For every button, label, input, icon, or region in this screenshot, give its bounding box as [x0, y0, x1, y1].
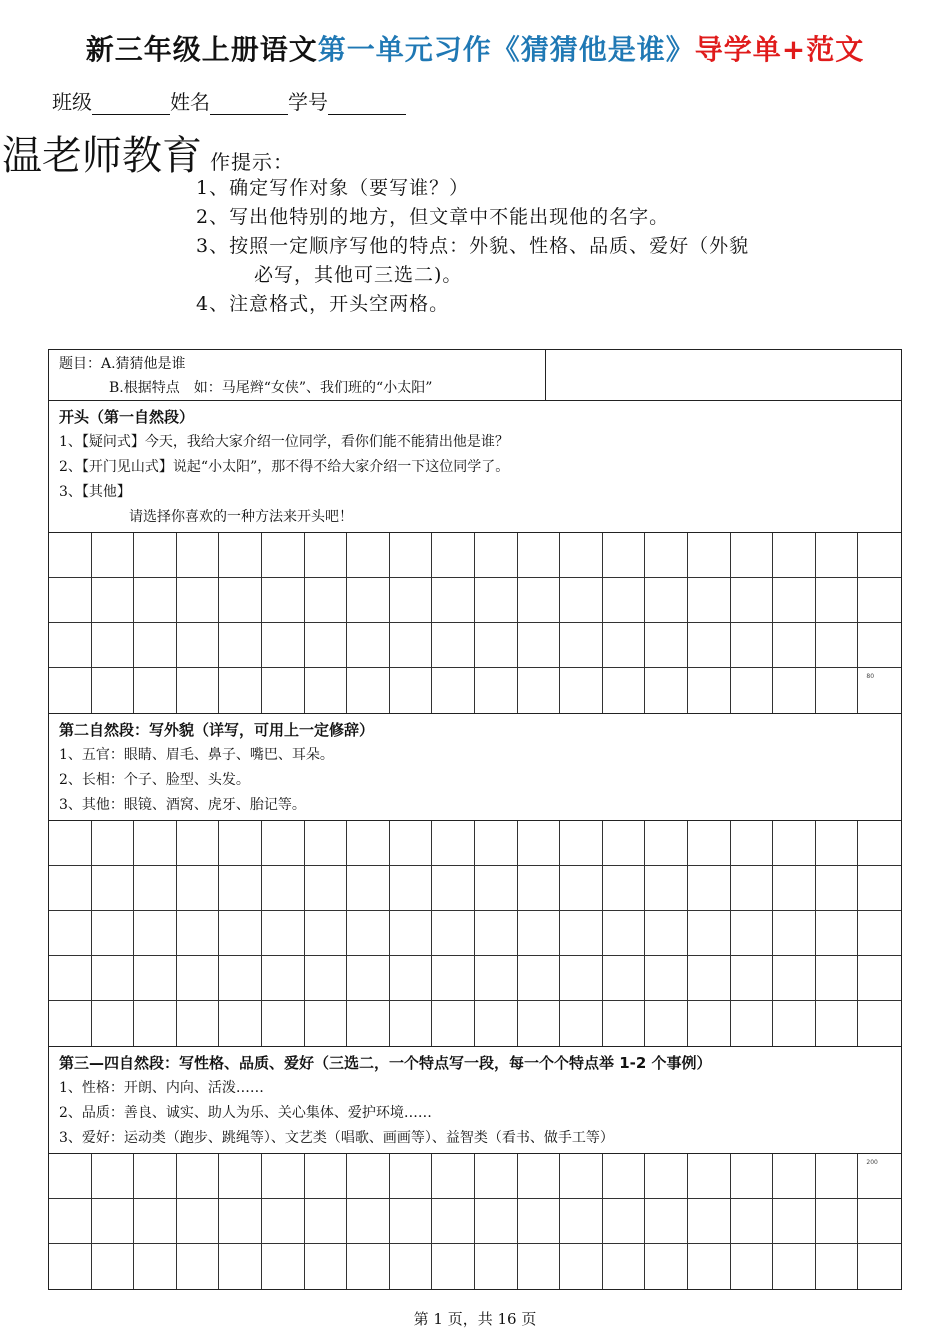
guide-item: 2、品质：善良、诚实、助人为乐、关心集体、爱护环境……	[59, 1105, 432, 1121]
class-label: 班级	[52, 90, 92, 114]
grid-cell[interactable]	[305, 956, 348, 1001]
grid-cell[interactable]	[475, 623, 518, 668]
grid-cell[interactable]	[347, 911, 390, 956]
grid-cell[interactable]	[347, 1199, 390, 1244]
grid-cell[interactable]	[475, 668, 518, 713]
tip-item: 4、注意格式，开头空两格。	[196, 293, 450, 315]
grid-cell[interactable]	[219, 1001, 262, 1046]
grid-cell[interactable]	[858, 866, 901, 911]
grid-cell[interactable]	[134, 1244, 177, 1289]
grid-cell[interactable]	[390, 1154, 433, 1199]
grid-cell[interactable]	[731, 821, 774, 866]
grid-cell[interactable]	[773, 623, 816, 668]
grid-cell[interactable]	[816, 1001, 859, 1046]
grid-cell[interactable]	[731, 1154, 774, 1199]
grid-cell[interactable]	[49, 911, 92, 956]
grid-cell[interactable]	[645, 821, 688, 866]
grid-cell[interactable]	[688, 821, 731, 866]
grid-cell[interactable]	[603, 623, 646, 668]
grid-cell[interactable]	[858, 911, 901, 956]
grid-cell[interactable]	[177, 668, 220, 713]
grid-cell[interactable]	[390, 1199, 433, 1244]
section-heading: 第三—四自然段：写性格、品质、爱好（三选二，一个特点写一段，每一个个特点举 1-2 个事例）	[59, 1054, 712, 1072]
grid-cell[interactable]	[731, 1001, 774, 1046]
writing-tips	[196, 174, 749, 319]
grid-cell[interactable]	[816, 1199, 859, 1244]
grid-cell[interactable]	[347, 1244, 390, 1289]
name-label: 姓名	[170, 90, 210, 114]
grid-cell[interactable]	[475, 533, 518, 578]
grid-cell[interactable]	[773, 1001, 816, 1046]
grid-cell[interactable]	[518, 623, 561, 668]
class-blank[interactable]	[92, 94, 170, 115]
grid-cell[interactable]	[390, 533, 433, 578]
grid-cell[interactable]	[49, 533, 92, 578]
grid-cell[interactable]	[560, 1199, 603, 1244]
grid-cell[interactable]	[92, 1154, 135, 1199]
guide-item: 3、爱好：运动类（跑步、跳绳等）、文艺类（唱歌、画画等）、益智类（看书、做手工等）	[59, 1130, 614, 1146]
grid-cell[interactable]	[858, 1001, 901, 1046]
grid-cell[interactable]	[645, 866, 688, 911]
grid-cell[interactable]	[134, 623, 177, 668]
grid-cell[interactable]	[645, 623, 688, 668]
grid-cell[interactable]	[347, 623, 390, 668]
grid-cell[interactable]	[305, 1154, 348, 1199]
section-heading: 开头（第一自然段）	[59, 408, 195, 426]
grid-cell[interactable]	[177, 911, 220, 956]
grid-cell[interactable]	[262, 668, 305, 713]
grid-cell[interactable]	[731, 1199, 774, 1244]
grid-cell[interactable]	[347, 866, 390, 911]
grid-cell[interactable]	[347, 668, 390, 713]
grid-cell[interactable]	[262, 956, 305, 1001]
grid-cell[interactable]	[518, 533, 561, 578]
grid-cell[interactable]	[816, 956, 859, 1001]
grid-cell[interactable]	[816, 578, 859, 623]
grid-cell[interactable]	[219, 1244, 262, 1289]
grid-cell[interactable]	[773, 1154, 816, 1199]
grid-cell[interactable]	[262, 1154, 305, 1199]
grid-cell[interactable]	[49, 866, 92, 911]
grid-cell[interactable]	[219, 533, 262, 578]
grid-cell[interactable]	[219, 668, 262, 713]
grid-cell[interactable]	[390, 623, 433, 668]
grid-cell[interactable]	[432, 956, 475, 1001]
grid-cell[interactable]	[432, 578, 475, 623]
grid-cell[interactable]	[432, 911, 475, 956]
grid-cell[interactable]	[603, 1001, 646, 1046]
grid-cell[interactable]	[731, 623, 774, 668]
grid-cell[interactable]	[645, 1244, 688, 1289]
grid-cell[interactable]	[347, 956, 390, 1001]
grid-cell[interactable]	[49, 956, 92, 1001]
grid-cell[interactable]	[688, 1154, 731, 1199]
grid-cell[interactable]	[816, 911, 859, 956]
grid-cell[interactable]	[432, 668, 475, 713]
grid-cell[interactable]	[816, 821, 859, 866]
grid-cell[interactable]	[262, 1001, 305, 1046]
grid-cell[interactable]	[773, 533, 816, 578]
grid-cell[interactable]	[603, 866, 646, 911]
grid-cell[interactable]	[560, 1154, 603, 1199]
grid-cell[interactable]	[773, 1199, 816, 1244]
grid-cell[interactable]	[688, 533, 731, 578]
topic-options	[49, 350, 546, 400]
grid-cell[interactable]	[645, 1154, 688, 1199]
grid-cell[interactable]	[731, 1244, 774, 1289]
tip-item: 必写，其他可三选二)。	[254, 264, 463, 286]
grid-cell[interactable]	[432, 1154, 475, 1199]
grid-cell[interactable]	[390, 1001, 433, 1046]
grid-cell[interactable]	[816, 623, 859, 668]
grid-cell[interactable]	[518, 956, 561, 1001]
grid-cell[interactable]	[688, 578, 731, 623]
word-count-marker: 80	[866, 673, 875, 680]
grid-cell[interactable]	[262, 533, 305, 578]
grid-cell[interactable]	[49, 668, 92, 713]
grid-cell[interactable]	[92, 911, 135, 956]
grid-cell[interactable]	[134, 668, 177, 713]
grid-cell[interactable]	[177, 1154, 220, 1199]
grid-cell[interactable]	[219, 821, 262, 866]
grid-cell[interactable]	[645, 578, 688, 623]
grid-cell[interactable]	[92, 623, 135, 668]
grid-cell[interactable]	[688, 911, 731, 956]
grid-cell[interactable]	[518, 1154, 561, 1199]
grid-cell[interactable]	[475, 821, 518, 866]
grid-cell[interactable]	[262, 623, 305, 668]
grid-cell[interactable]	[518, 1199, 561, 1244]
grid-cell[interactable]	[177, 821, 220, 866]
grid-cell[interactable]	[134, 821, 177, 866]
grid-cell[interactable]	[49, 821, 92, 866]
grid-cell[interactable]	[305, 866, 348, 911]
grid-cell[interactable]	[688, 956, 731, 1001]
grid-cell[interactable]	[432, 866, 475, 911]
grid-cell[interactable]	[305, 1199, 348, 1244]
grid-cell[interactable]	[219, 956, 262, 1001]
grid-cell[interactable]	[731, 866, 774, 911]
guide-item: 3、其他：眼镜、酒窝、虎牙、胎记等。	[59, 797, 306, 813]
grid-cell[interactable]	[731, 578, 774, 623]
grid-cell[interactable]	[858, 1154, 901, 1199]
grid-cell[interactable]	[134, 911, 177, 956]
grid-cell[interactable]	[475, 1154, 518, 1199]
grid-cell[interactable]	[475, 1199, 518, 1244]
grid-cell[interactable]	[731, 533, 774, 578]
topic-answer-box[interactable]	[546, 350, 901, 400]
grid-cell[interactable]	[645, 533, 688, 578]
name-blank[interactable]	[210, 94, 288, 115]
grid-cell[interactable]	[603, 533, 646, 578]
grid-cell[interactable]	[92, 578, 135, 623]
watermark-text: 温老师教育	[2, 133, 202, 179]
section-heading: 第二自然段：写外貌（详写，可用上一定修辞）	[59, 721, 375, 739]
grid-cell[interactable]	[262, 911, 305, 956]
title-type: 导学单+范文	[694, 33, 865, 66]
character-guide	[49, 1047, 901, 1154]
grid-cell[interactable]	[560, 821, 603, 866]
grid-cell[interactable]	[262, 1244, 305, 1289]
grid-cell[interactable]	[390, 668, 433, 713]
topic-row	[49, 350, 901, 401]
grid-cell[interactable]	[134, 1199, 177, 1244]
grid-cell[interactable]	[177, 533, 220, 578]
grid-cell[interactable]	[262, 578, 305, 623]
grid-cell[interactable]	[49, 1154, 92, 1199]
grid-cell[interactable]	[92, 956, 135, 1001]
grid-cell[interactable]	[816, 668, 859, 713]
grid-cell[interactable]	[731, 956, 774, 1001]
appearance-guide	[49, 714, 901, 821]
grid-cell[interactable]	[645, 1001, 688, 1046]
grid-cell[interactable]	[177, 1199, 220, 1244]
guide-item: 1、【疑问式】今天，我给大家介绍一位同学，看你们能不能猜出他是谁？	[59, 434, 509, 450]
topic-option-a: 题目：A.猜猜他是谁	[59, 356, 186, 372]
grid-cell[interactable]	[177, 578, 220, 623]
grid-cell[interactable]	[49, 1199, 92, 1244]
grid-cell[interactable]	[518, 1244, 561, 1289]
grid-cell[interactable]	[475, 1001, 518, 1046]
grid-cell[interactable]	[603, 1199, 646, 1244]
guide-item: 2、长相：个子、脸型、头发。	[59, 772, 250, 788]
grid-cell[interactable]	[92, 1001, 135, 1046]
grid-cell[interactable]	[560, 866, 603, 911]
grid-cell[interactable]	[645, 911, 688, 956]
grid-cell[interactable]	[858, 1199, 901, 1244]
grid-cell[interactable]	[645, 668, 688, 713]
grid-cell[interactable]	[816, 533, 859, 578]
grid-cell[interactable]	[134, 866, 177, 911]
grid-cell[interactable]	[858, 821, 901, 866]
grid-cell[interactable]	[688, 1199, 731, 1244]
grid-cell[interactable]	[262, 821, 305, 866]
grid-cell[interactable]	[305, 1001, 348, 1046]
grid-cell[interactable]	[305, 911, 348, 956]
grid-cell[interactable]	[134, 1001, 177, 1046]
grid-cell[interactable]	[858, 668, 901, 713]
tip-item: 1、确定写作对象（要写谁？）	[196, 177, 470, 199]
grid-cell[interactable]	[858, 533, 901, 578]
grid-cell[interactable]	[731, 911, 774, 956]
grid-cell[interactable]	[432, 1199, 475, 1244]
grid-cell[interactable]	[603, 668, 646, 713]
tips-heading: 作提示：	[210, 150, 294, 174]
grid-cell[interactable]	[49, 623, 92, 668]
grid-cell[interactable]	[688, 668, 731, 713]
grid-cell[interactable]	[560, 578, 603, 623]
grid-cell[interactable]	[603, 911, 646, 956]
grid-cell[interactable]	[347, 821, 390, 866]
grid-cell[interactable]	[560, 668, 603, 713]
grid-cell[interactable]	[603, 956, 646, 1001]
grid-cell[interactable]	[475, 911, 518, 956]
grid-cell[interactable]	[475, 866, 518, 911]
grid-cell[interactable]	[177, 623, 220, 668]
grid-cell[interactable]	[560, 956, 603, 1001]
grid-cell[interactable]	[177, 1001, 220, 1046]
grid-cell[interactable]	[177, 866, 220, 911]
page-footer: 第 1 页，共 16 页	[413, 1310, 537, 1328]
grid-cell[interactable]	[603, 1154, 646, 1199]
grid-cell[interactable]	[134, 578, 177, 623]
word-count-marker: 200	[866, 1159, 878, 1166]
grid-cell[interactable]	[92, 668, 135, 713]
grid-cell[interactable]	[773, 668, 816, 713]
grid-cell[interactable]	[49, 1001, 92, 1046]
grid-cell[interactable]	[305, 821, 348, 866]
grid-cell[interactable]	[305, 623, 348, 668]
grid-cell[interactable]	[305, 668, 348, 713]
grid-cell[interactable]	[560, 533, 603, 578]
grid-cell[interactable]	[858, 1244, 901, 1289]
grid-cell[interactable]	[816, 1244, 859, 1289]
grid-cell[interactable]	[432, 1001, 475, 1046]
grid-cell[interactable]	[560, 911, 603, 956]
grid-cell[interactable]	[858, 578, 901, 623]
grid-cell[interactable]	[688, 623, 731, 668]
guide-item: 3、【其他】	[59, 484, 131, 500]
grid-cell[interactable]	[816, 1154, 859, 1199]
grid-cell[interactable]	[518, 866, 561, 911]
grid-cell[interactable]	[731, 668, 774, 713]
grid-cell[interactable]	[219, 623, 262, 668]
grid-cell[interactable]	[518, 578, 561, 623]
grid-cell[interactable]	[773, 1244, 816, 1289]
grid-cell[interactable]	[432, 533, 475, 578]
grid-cell[interactable]	[518, 668, 561, 713]
grid-cell[interactable]	[219, 866, 262, 911]
grid-cell[interactable]	[305, 1244, 348, 1289]
grid-cell[interactable]	[305, 578, 348, 623]
grid-cell[interactable]	[390, 911, 433, 956]
grid-cell[interactable]	[219, 911, 262, 956]
grid-cell[interactable]	[518, 1001, 561, 1046]
tip-item: 3、按照一定顺序写他的特点：外貌、性格、品质、爱好（外貌	[196, 235, 750, 257]
guide-prompt: 请选择你喜欢的一种方法来开头吧！	[129, 509, 353, 525]
grid-cell[interactable]	[390, 578, 433, 623]
id-label: 学号	[288, 90, 328, 114]
grid-cell[interactable]	[518, 911, 561, 956]
grid-cell[interactable]	[560, 1244, 603, 1289]
grid-cell[interactable]	[177, 1244, 220, 1289]
title-grade: 新三年级上册语文	[85, 33, 318, 66]
grid-cell[interactable]	[390, 866, 433, 911]
guide-item: 2、【开门见山式】说起“小太阳”，那不得不给大家介绍一下这位同学了。	[59, 459, 510, 475]
grid-cell[interactable]	[347, 1154, 390, 1199]
grid-cell[interactable]	[645, 1199, 688, 1244]
grid-cell[interactable]	[773, 866, 816, 911]
grid-cell[interactable]	[219, 1199, 262, 1244]
grid-cell[interactable]	[773, 821, 816, 866]
grid-cell[interactable]	[560, 1001, 603, 1046]
tip-item: 2、写出他特别的地方，但文章中不能出现他的名字。	[196, 206, 670, 228]
grid-cell[interactable]	[134, 533, 177, 578]
writing-grid	[49, 533, 901, 714]
opening-guide	[49, 401, 901, 533]
grid-cell[interactable]	[49, 1244, 92, 1289]
grid-cell[interactable]	[177, 956, 220, 1001]
grid-cell[interactable]	[688, 866, 731, 911]
grid-cell[interactable]	[603, 821, 646, 866]
grid-cell[interactable]	[773, 956, 816, 1001]
grid-cell[interactable]	[262, 1199, 305, 1244]
student-info	[52, 86, 406, 115]
guide-item: 1、性格：开朗、内向、活泼……	[59, 1080, 264, 1096]
grid-cell[interactable]	[773, 911, 816, 956]
worksheet-title	[0, 28, 950, 68]
grid-cell[interactable]	[432, 821, 475, 866]
grid-cell[interactable]	[390, 956, 433, 1001]
grid-cell[interactable]	[219, 578, 262, 623]
grid-cell[interactable]	[560, 623, 603, 668]
grid-cell[interactable]	[92, 1244, 135, 1289]
grid-cell[interactable]	[262, 866, 305, 911]
grid-cell[interactable]	[347, 578, 390, 623]
grid-cell[interactable]	[858, 623, 901, 668]
writing-grid	[49, 821, 901, 1047]
grid-cell[interactable]	[518, 821, 561, 866]
grid-cell[interactable]	[92, 821, 135, 866]
guide-item: 1、五官：眼睛、眉毛、鼻子、嘴巴、耳朵。	[59, 747, 334, 763]
grid-cell[interactable]	[816, 866, 859, 911]
grid-cell[interactable]	[219, 1154, 262, 1199]
grid-cell[interactable]	[475, 1244, 518, 1289]
grid-cell[interactable]	[688, 1001, 731, 1046]
grid-cell[interactable]	[92, 533, 135, 578]
grid-cell[interactable]	[92, 866, 135, 911]
grid-cell[interactable]	[688, 1244, 731, 1289]
grid-cell[interactable]	[603, 578, 646, 623]
writing-sheet	[48, 349, 902, 1290]
grid-cell[interactable]	[134, 1154, 177, 1199]
grid-cell[interactable]	[432, 623, 475, 668]
grid-cell[interactable]	[92, 1199, 135, 1244]
writing-grid	[49, 1154, 901, 1289]
grid-cell[interactable]	[432, 1244, 475, 1289]
grid-cell[interactable]	[347, 1001, 390, 1046]
grid-cell[interactable]	[773, 578, 816, 623]
title-unit: 第一单元习作《猜猜他是谁》	[317, 33, 695, 66]
grid-cell[interactable]	[645, 956, 688, 1001]
grid-cell[interactable]	[475, 956, 518, 1001]
grid-cell[interactable]	[305, 533, 348, 578]
grid-cell[interactable]	[858, 956, 901, 1001]
grid-cell[interactable]	[390, 1244, 433, 1289]
grid-cell[interactable]	[475, 578, 518, 623]
id-blank[interactable]	[328, 94, 406, 115]
grid-cell[interactable]	[134, 956, 177, 1001]
grid-cell[interactable]	[49, 578, 92, 623]
grid-cell[interactable]	[390, 821, 433, 866]
grid-cell[interactable]	[603, 1244, 646, 1289]
topic-option-b: B.根据特点 如：马尾辫“女侠”、我们班的“小太阳”	[109, 380, 433, 396]
grid-cell[interactable]	[347, 533, 390, 578]
